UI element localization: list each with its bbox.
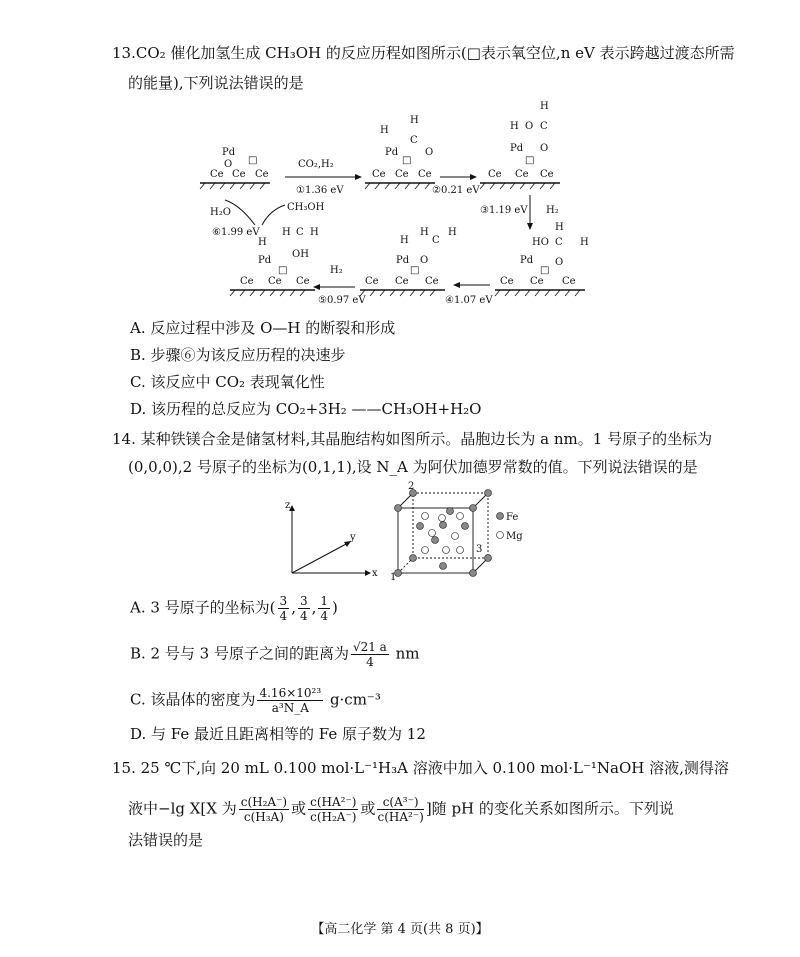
ho-label: HO <box>532 237 549 248</box>
h-label: H <box>282 227 291 238</box>
step1-label: ①1.36 eV <box>296 185 344 196</box>
structure-1 <box>200 147 270 189</box>
ce-label: Ce <box>500 276 514 287</box>
pd-label: Pd <box>396 255 410 266</box>
step2-label: ②0.21 eV <box>432 185 480 196</box>
ce-label: Ce <box>240 276 254 287</box>
q15-stem-line3: 法错误的是 <box>128 831 204 849</box>
axis-y: y <box>350 532 356 543</box>
o-label: O <box>540 143 549 154</box>
structure-3 <box>480 101 560 189</box>
pd-label: Pd <box>222 147 236 158</box>
product-h2o: H₂O <box>210 207 231 218</box>
h-label: H <box>310 227 319 238</box>
q14-option-b: B. 2 号与 3 号原子之间的距离为 $\frac{√21 a}{4}$ nm <box>130 640 420 669</box>
atom-label-1: 1 <box>390 572 397 583</box>
q14-option-a: A. 3 号原子的坐标为( $\frac{3}{4}$ , $\frac{3}{4}$ , $\frac{1}{4}$ ) <box>130 594 338 623</box>
h-label: H <box>510 121 519 132</box>
q13-option-d: D. 该历程的总反应为 CO₂+3H₂ ——CH₃OH+H₂O <box>130 400 482 418</box>
reagent-h2-5: H₂ <box>330 265 343 276</box>
c-label: C <box>296 227 304 238</box>
axis-x: x <box>372 568 378 579</box>
step4-label: ④1.07 eV <box>445 295 493 306</box>
c-label: C <box>432 235 440 246</box>
q13-reaction-diagram <box>0 95 800 315</box>
ce-label: Ce <box>210 169 224 180</box>
o-label: O <box>425 147 434 158</box>
ce-label: Ce <box>488 169 502 180</box>
vacancy: □ <box>248 155 258 166</box>
ce-label: Ce <box>372 169 386 180</box>
atom-label-3: 3 <box>476 544 483 555</box>
q13-option-c: C. 该反应中 CO₂ 表现氧化性 <box>130 373 325 391</box>
q13-stem-line1: 13.CO₂ 催化加氢生成 CH₃OH 的反应历程如图所示(□表示氧空位,n eV 表示跨越过渡态所需 <box>112 44 735 62</box>
ce-label: Ce <box>365 276 379 287</box>
h-label: H <box>400 235 409 246</box>
o-label: O <box>224 159 233 170</box>
h-label: H <box>540 101 549 112</box>
h-label: H <box>448 227 457 238</box>
page-footer: 【高二化学 第 4 页(共 8 页)】 <box>311 922 489 937</box>
h-label: H <box>420 227 429 238</box>
ce-label: Ce <box>296 276 310 287</box>
vacancy: □ <box>525 155 535 166</box>
axis-z: z <box>285 500 291 511</box>
ce-label: Ce <box>255 169 269 180</box>
ce-label: Ce <box>418 169 432 180</box>
h-label: H <box>258 237 267 248</box>
q14-stem-line2: (0,0,0),2 号原子的坐标为(0,1,1),设 N_A 为阿伏加德罗常数的值。下列说法错误的是 <box>128 458 698 476</box>
step5-label: ⑤0.97 eV <box>318 295 366 306</box>
vacancy: □ <box>540 265 550 276</box>
q15-stem-line1: 15. 25 ℃下,向 20 mL 0.100 mol·L⁻¹H₃A 溶液中加入 0.100 mol·L⁻¹NaOH 溶液,测得溶 <box>112 759 729 777</box>
pd-label: Pd <box>385 147 399 158</box>
h-label: H <box>555 222 564 233</box>
vacancy: □ <box>278 265 288 276</box>
ce-label: Ce <box>530 276 544 287</box>
ce-label: Ce <box>515 169 529 180</box>
c-label: C <box>555 237 563 248</box>
step6-label: ⑥1.99 eV <box>212 227 260 238</box>
ce-label: Ce <box>395 276 409 287</box>
oh-label: OH <box>292 249 309 260</box>
reagent-co2-h2: CO₂,H₂ <box>298 159 334 170</box>
ce-label: Ce <box>268 276 282 287</box>
product-ch3oh: CH₃OH <box>287 202 325 213</box>
structure-5 <box>360 227 457 296</box>
q14-crystal-figure <box>0 478 800 588</box>
legend-mg: Mg <box>506 531 523 542</box>
pd-label: Pd <box>510 143 524 154</box>
legend-fe: Fe <box>506 512 519 523</box>
structure-4 <box>495 222 589 296</box>
h-label: H <box>410 115 419 126</box>
q15-stem-line2: 液中−lg X[X 为 $\frac{\text{c(H₂A⁻)}}{\text{c(H₃A)}}$ 或 $\frac{\text{c(HA²⁻)}}{\text{c(H₂A⁻)}}$ 或 $\frac{\text{c(A³⁻)}}{\text{c(HA²⁻)}}$ ]随 pH 的变化关系如图所示。下列说 <box>128 795 674 824</box>
q14-option-d: D. 与 Fe 最近且距离相等的 Fe 原子数为 12 <box>130 725 426 743</box>
pd-label: Pd <box>258 255 272 266</box>
ce-label: Ce <box>425 276 439 287</box>
step3-label: ③1.19 eV <box>480 205 528 216</box>
q14-option-c: C. 该晶体的密度为 $\frac{\text{4.16×10²³}}{\text{a³N\_A}}$ g·cm⁻³ <box>130 686 381 715</box>
fe-atoms <box>395 490 492 577</box>
ce-label: Ce <box>395 169 409 180</box>
q14-stem-line1: 14. 某种铁镁合金是储氢材料,其晶胞结构如图所示。晶胞边长为 a nm。1 号原子的坐标为 <box>112 430 713 448</box>
ce-label: Ce <box>562 276 576 287</box>
q13-stem-line2: 的能量),下列说法错误的是 <box>128 74 304 92</box>
mg-atoms <box>422 513 464 554</box>
vacancy: □ <box>402 155 412 166</box>
vacancy: □ <box>410 265 420 276</box>
c-label: C <box>540 121 548 132</box>
o-label: O <box>555 257 564 268</box>
structure-2 <box>365 115 435 189</box>
q13-option-b: B. 步骤⑥为该反应历程的决速步 <box>130 346 346 364</box>
o-label: O <box>420 255 429 266</box>
ce-label: Ce <box>232 169 246 180</box>
ce-label: Ce <box>540 169 554 180</box>
h-label: H <box>580 237 589 248</box>
c-label: C <box>410 135 418 146</box>
q13-option-a: A. 反应过程中涉及 O—H 的断裂和形成 <box>130 319 396 337</box>
pd-label: Pd <box>520 255 534 266</box>
atom-label-2: 2 <box>408 481 415 492</box>
o-label: O <box>525 121 534 132</box>
reagent-h2: H₂ <box>546 205 559 216</box>
h-label: H <box>380 125 389 136</box>
